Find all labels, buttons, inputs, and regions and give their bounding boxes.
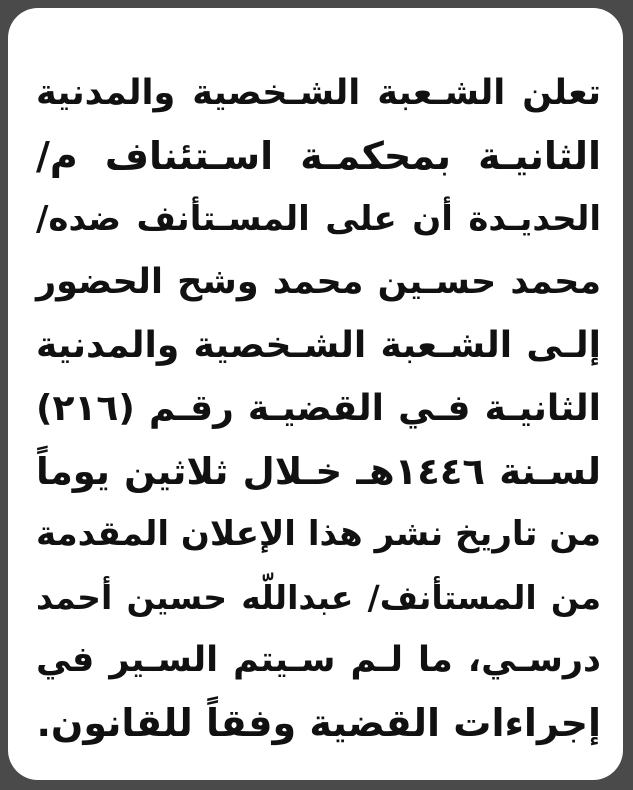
notice-line-9: من المستأنف/ عبداللّه حسين أحمد	[36, 578, 601, 617]
notice-card	[8, 8, 623, 780]
notice-line-5: إلـى الشـعبة الشـخصية والمدنية	[36, 325, 601, 366]
notice-text	[36, 62, 601, 755]
notice-line-4: محمد حسـين محمد وشح الحضور	[36, 262, 601, 302]
notice-line-11: إجراءات القضية وفقاً للقانون.	[36, 701, 601, 745]
notice-line-2: الثانيـة بمحكمـة اسـتئناف م/	[36, 134, 601, 178]
notice-line-3: الحديـدة أن على المسـتأنف ضده/	[36, 199, 601, 239]
notice-line-8: من تاريخ نشر هذا الإعلان المقدمة	[36, 514, 601, 554]
notice-line-6: الثانيـة فـي القضيـة رقـم (٢١٦)	[36, 388, 601, 429]
notice-line-10: درسـي، ما لـم سـيتم السـير في	[36, 640, 601, 680]
notice-line-1: تعلن الشـعبة الشـخصية والمدنية	[36, 73, 601, 113]
notice-line-7: لسـنة ١٤٤٦هـ خـلال ثلاثين يوماً	[36, 450, 601, 493]
